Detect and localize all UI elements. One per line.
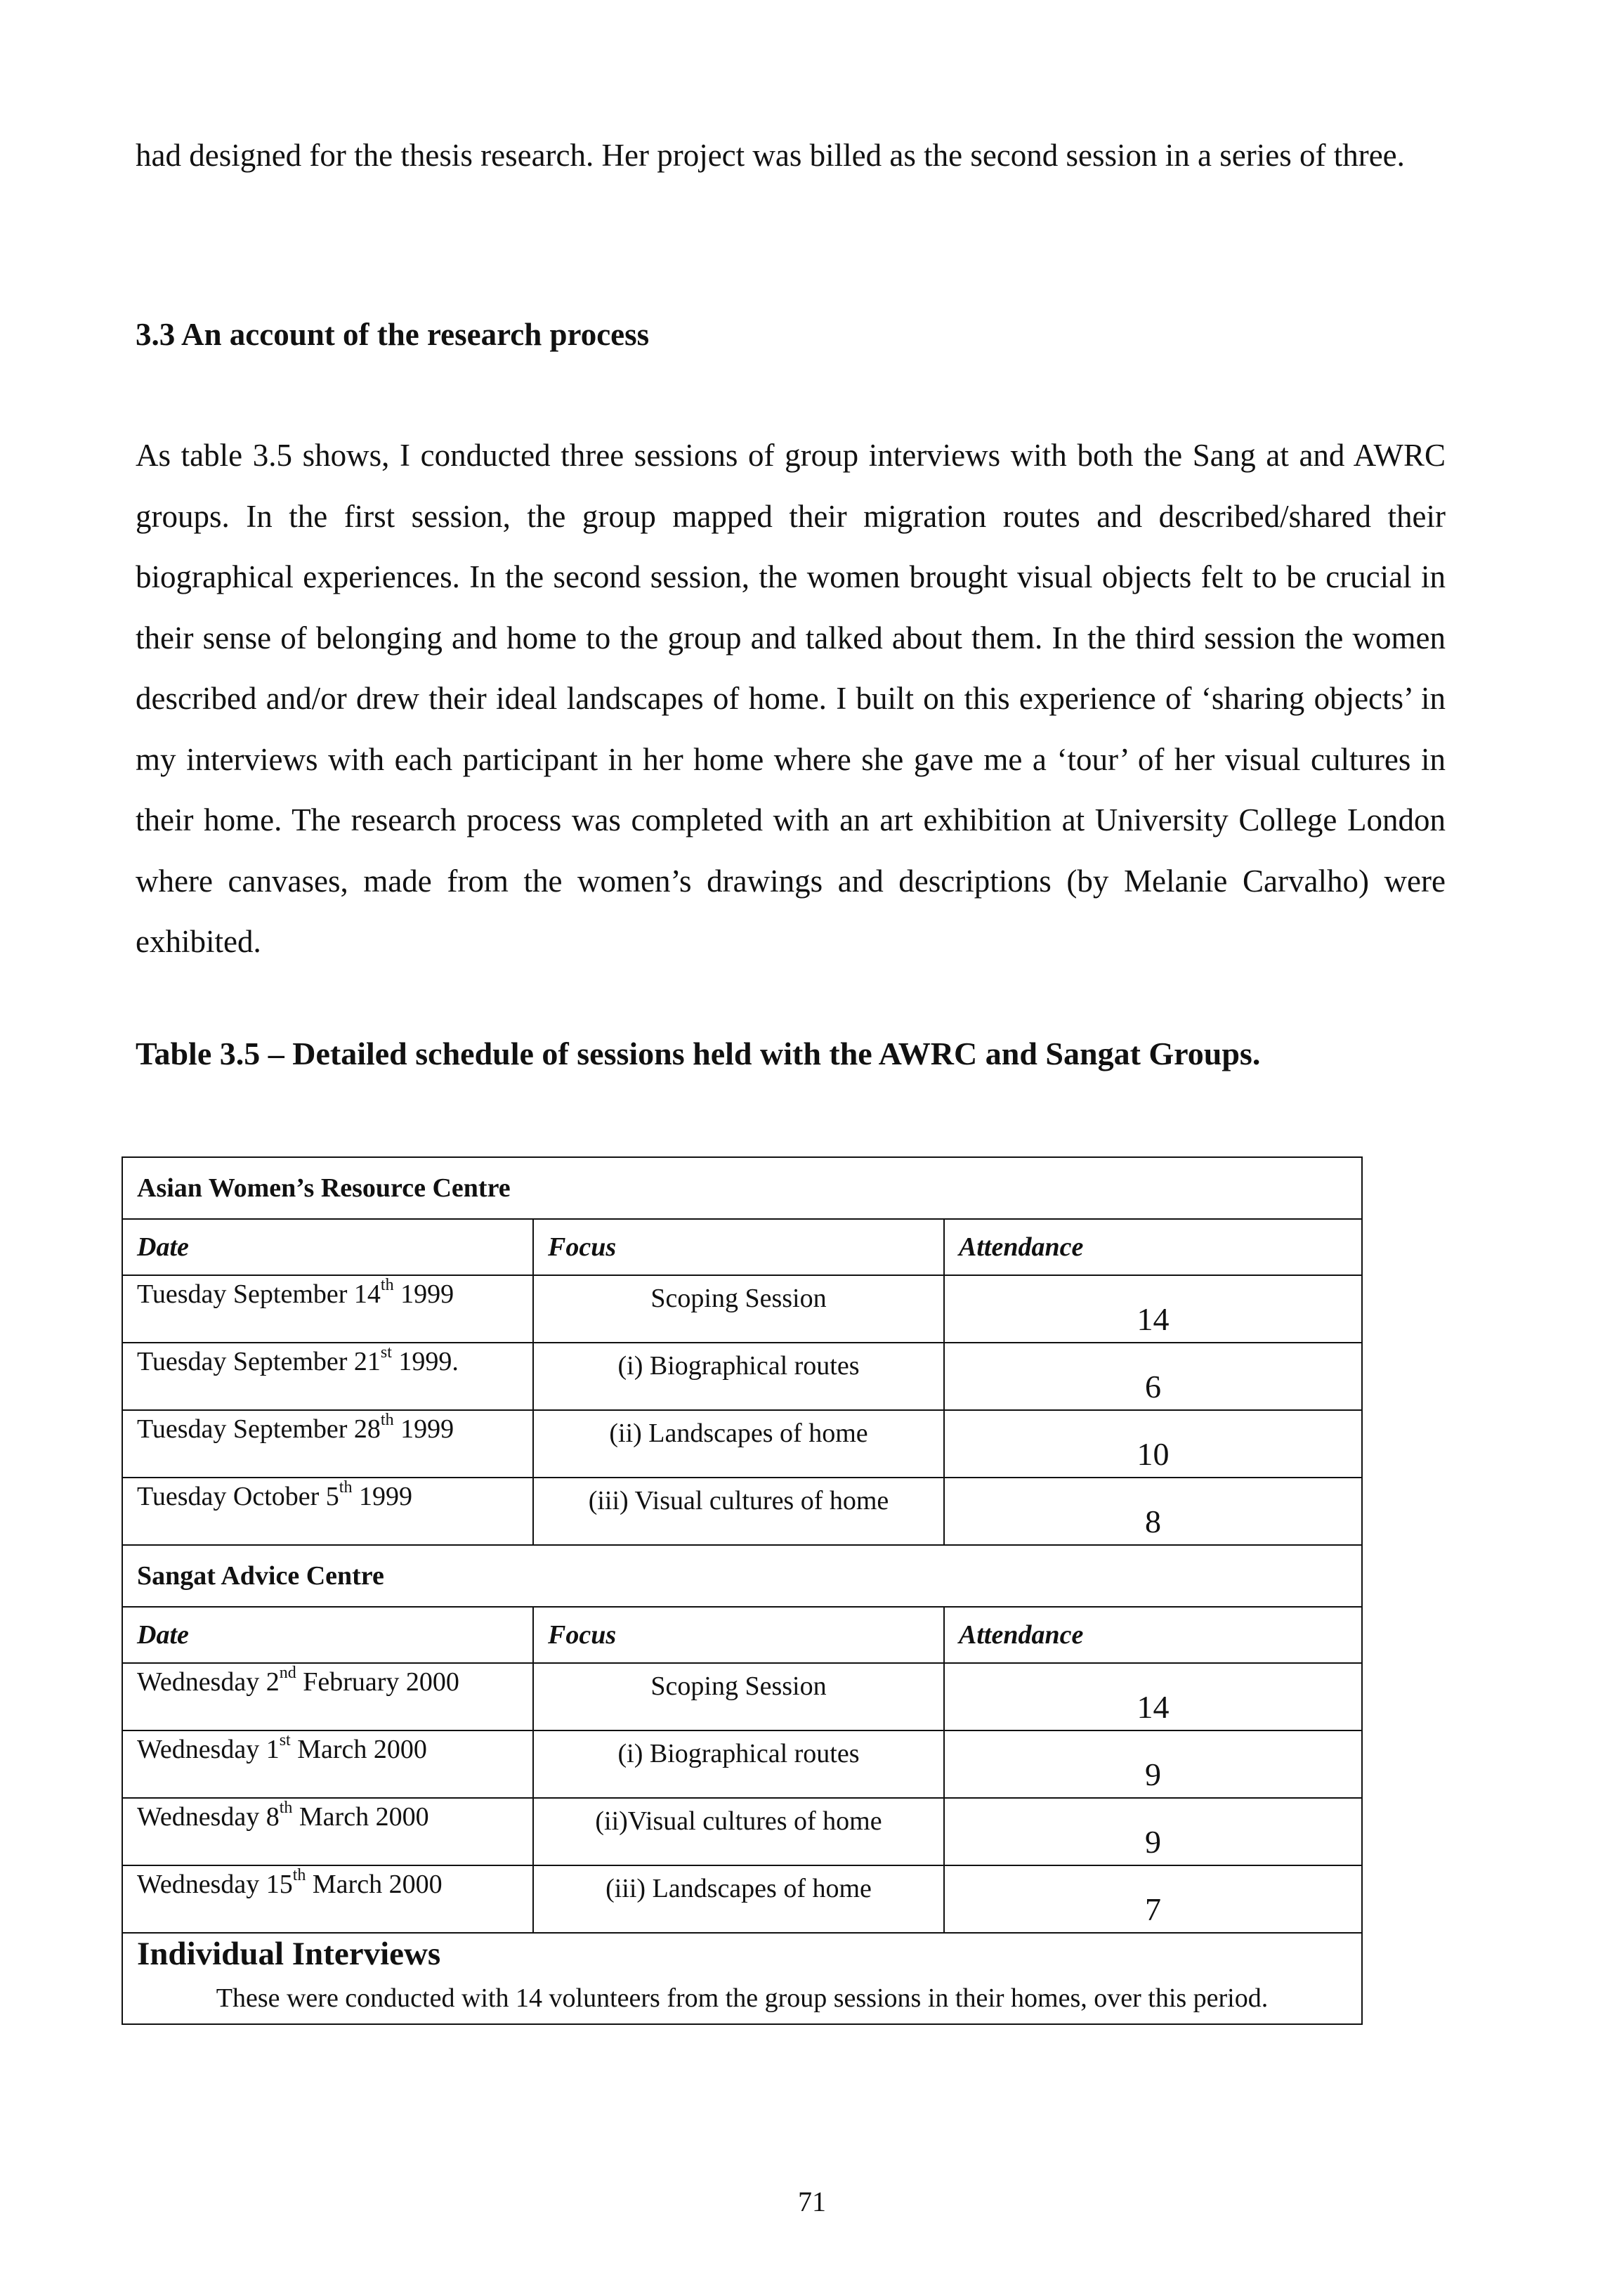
column-header-attendance: Attendance — [944, 1219, 1362, 1275]
attendance-cell: 14 — [944, 1275, 1362, 1343]
schedule-table — [122, 1156, 1363, 2025]
column-header-date: Date — [122, 1219, 533, 1275]
attendance-cell: 14 — [944, 1663, 1362, 1730]
header-row-awrc — [122, 1219, 1362, 1275]
attendance-cell: 10 — [944, 1410, 1362, 1478]
section-title-sangat: Sangat Advice Centre — [122, 1545, 1362, 1607]
focus-cell: Scoping Session — [533, 1275, 944, 1343]
focus-cell: (iii) Landscapes of home — [533, 1865, 944, 1933]
attendance-cell: 9 — [944, 1798, 1362, 1865]
section-row-awrc — [122, 1157, 1362, 1219]
table-caption: Table 3.5 – Detailed schedule of sessions held with the AWRC and Sangat Groups. — [136, 1036, 1261, 1071]
paragraph-research-process: As table 3.5 shows, I conducted three sessions of group interviews with both the Sang at and AWRC groups. In the first session, the group mapped their migration routes and described/shared their biographical experiences. In the second session, the women brought visual objects felt to be crucial in their sense of belonging and home to the group and talked about them. In the third session the women described and/or drew their ideal landscapes of home. I built on this experience of ‘sharing objects’ in my interviews with each participant in her home where she gave me a ‘tour’ of her visual cultures in their home. The research process was completed with an art exhibition at University College London where canvases, made from the women’s drawings and descriptions (by Melanie Carvalho) were exhibited. — [136, 438, 1446, 959]
date-cell: Tuesday September 14th 1999 — [122, 1275, 533, 1343]
date-cell: Wednesday 1st March 2000 — [122, 1730, 533, 1798]
attendance-cell: 9 — [944, 1730, 1362, 1798]
attendance-cell: 7 — [944, 1865, 1362, 1933]
date-cell: Wednesday 15th March 2000 — [122, 1865, 533, 1933]
table-row — [122, 1410, 1362, 1478]
column-header-attendance: Attendance — [944, 1607, 1362, 1663]
paragraph-intro: had designed for the thesis research. Her project was billed as the second session in a series of three. — [136, 138, 1405, 173]
focus-cell: (ii) Landscapes of home — [533, 1410, 944, 1478]
focus-cell: Scoping Session — [533, 1663, 944, 1730]
section-title-awrc: Asian Women’s Resource Centre — [122, 1157, 1362, 1219]
date-cell: Wednesday 2nd February 2000 — [122, 1663, 533, 1730]
focus-cell: (i) Biographical routes — [533, 1730, 944, 1798]
focus-cell: (iii) Visual cultures of home — [533, 1478, 944, 1545]
column-header-date: Date — [122, 1607, 533, 1663]
header-row-sangat — [122, 1607, 1362, 1663]
date-cell: Tuesday October 5th 1999 — [122, 1478, 533, 1545]
column-header-focus: Focus — [533, 1607, 944, 1663]
table-row — [122, 1478, 1362, 1545]
focus-cell: (ii)Visual cultures of home — [533, 1798, 944, 1865]
individual-interviews-row — [122, 1933, 1362, 2024]
table-row — [122, 1798, 1362, 1865]
section-heading: 3.3 An account of the research process — [136, 317, 650, 352]
table-row — [122, 1343, 1362, 1410]
individual-interviews-title: Individual Interviews — [137, 1936, 441, 1972]
date-cell: Wednesday 8th March 2000 — [122, 1798, 533, 1865]
table-row — [122, 1865, 1362, 1933]
individual-interviews-text: These were conducted with 14 volunteers from the group sessions in their homes, over this period. — [216, 1983, 1269, 2013]
page-number: 71 — [798, 2186, 826, 2217]
table-row — [122, 1663, 1362, 1730]
table-row — [122, 1730, 1362, 1798]
date-cell: Tuesday September 21st 1999. — [122, 1343, 533, 1410]
attendance-cell: 8 — [944, 1478, 1362, 1545]
date-cell: Tuesday September 28th 1999 — [122, 1410, 533, 1478]
individual-interviews-cell — [122, 1933, 1362, 2024]
column-header-focus: Focus — [533, 1219, 944, 1275]
table-row — [122, 1275, 1362, 1343]
attendance-cell: 6 — [944, 1343, 1362, 1410]
focus-cell: (i) Biographical routes — [533, 1343, 944, 1410]
section-row-sangat — [122, 1545, 1362, 1607]
